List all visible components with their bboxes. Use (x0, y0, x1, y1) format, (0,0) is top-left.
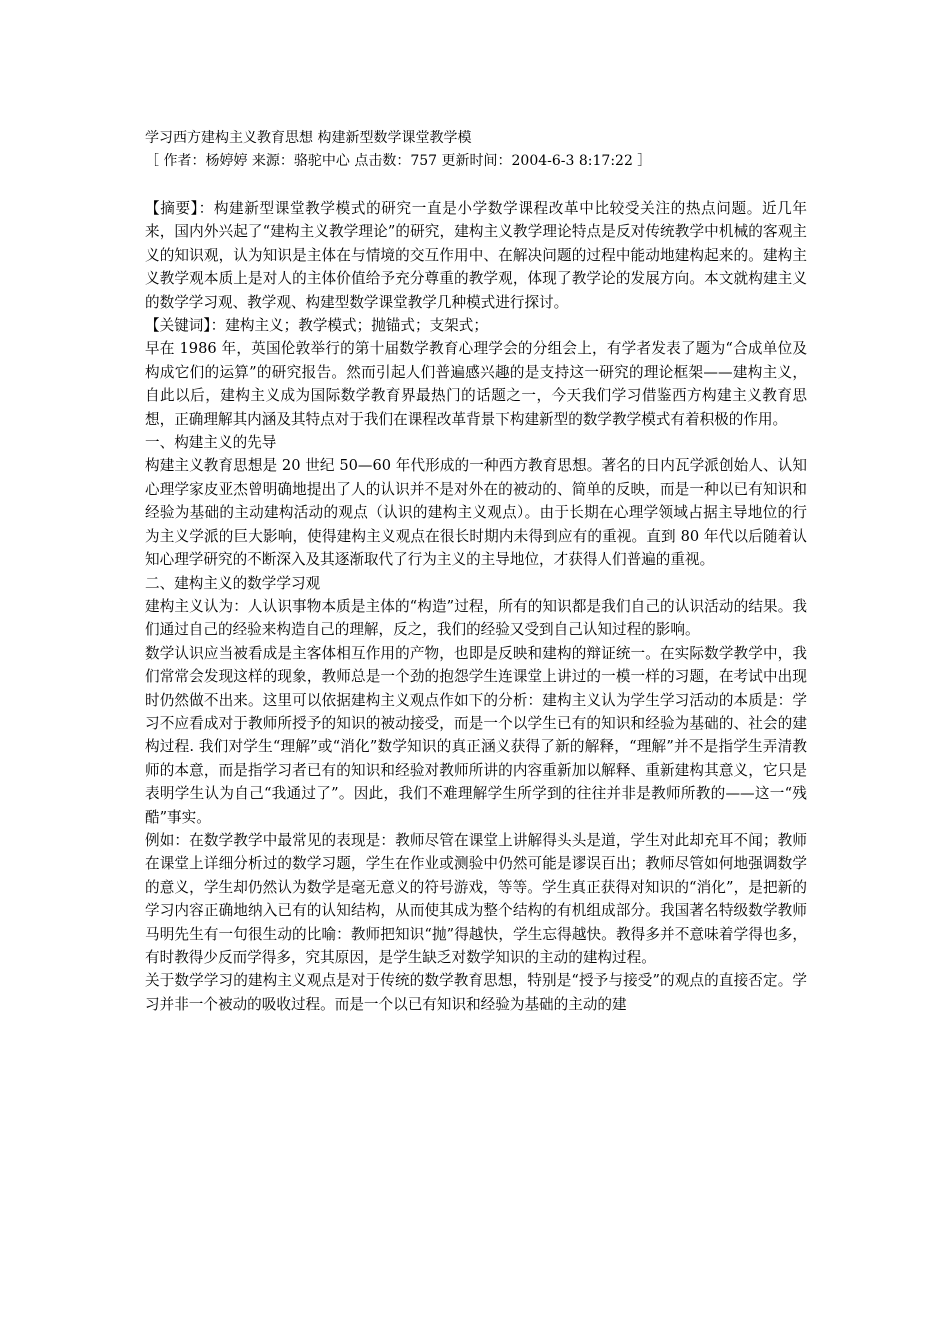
document-page (145, 127, 807, 1016)
article-meta: ［ 作者：杨婷婷 来源：骆驼中心 点击数：757 更新时间：2004-6-3 8:17:22 ］ (145, 153, 652, 169)
intro-paragraph: 早在 1986 年，英国伦敦举行的第十届数学教育心理学会的分组会上，有学者发表了题为“合成单位及构成它们的运算”的研究报告。然而引起人们普遍感兴趣的是支持这一研究的理论框架——建构主义，自此以后，建构主义成为国际数学教育界最热门的话题之一，今天我们学习借鉴西方构建主义教育思想，正确理解其内涵及其特点对于我们在课程改革背景下构建新型的数学教学模式有着积极的作用。 (145, 340, 807, 428)
section-2-paragraph-1: 建构主义认为：人认识事物本质是主体的“构造”过程，所有的知识都是我们自己的认识活动的结果。我们通过自己的经验来构造自己的理解，反之，我们的经验又受到自己认知过程的影响。 (145, 597, 807, 639)
article-title: 学习西方建构主义教育思想 构建新型数学课堂教学模 (145, 130, 472, 146)
section-2-paragraph-4: 关于数学学习的建构主义观点是对于传统的数学教育思想，特别是“授予与接受”的观点的直接否定。学习并非一个被动的吸收过程。而是一个以已有知识和经验为基础的主动的建 (145, 972, 807, 1013)
section-1-heading: 一、构建主义的先导 (145, 434, 277, 452)
section-1-paragraph: 构建主义教育思想是 20 世纪 50—60 年代形成的一种西方教育思想。著名的日内瓦学派创始人、认知心理学家皮亚杰曾明确地提出了人的认识并不是对外在的被动的、简单的反映，而是一种以已有知识和经验为基础的主动建构活动的观点（认识的建构主义观点）。由于长期在心理学领域占据主导地位的行为主义学派的巨大影响，使得建构主义观点在很长时期内未得到应有的重视。直到 80 年代以后随着认知心理学研究的不断深入及其逐渐取代了行为主义的主导地位，才获得人们普遍的重视。 (145, 457, 807, 569)
abstract-paragraph: 【摘要】：构建新型课堂教学模式的研究一直是小学数学课程改革中比较受关注的热点问题。近几年来，国内外兴起了“建构主义教学理论”的研究，建构主义教学理论特点是反对传统教学中机械的客观主义的知识观，认为知识是主体在与情境的交互作用中、在解决问题的过程中能动地建构起来的。建构主义教学观本质上是对人的主体价值给予充分尊重的教学观，体现了教学论的发展方向。本文就构建主义的数学学习观、教学观、构建型数学课堂教学几种模式进行探讨。 (145, 200, 807, 311)
spacer (145, 173, 807, 197)
keywords-paragraph: 【关键词】：建构主义；教学模式；抛锚式；支架式； (145, 317, 488, 335)
section-2-paragraph-3: 例如：在数学教学中最常见的表现是：教师尽管在课堂上讲解得头头是道，学生对此却充耳不闻；教师在课堂上详细分析过的数学习题，学生在作业或测验中仍然可能是谬误百出；教师尽管如何地强调数学的意义，学生却仍然认为数学是毫无意义的符号游戏，等等。学生真正获得对知识的“消化”，是把新的学习内容正确地纳入已有的认知结构，从而使其成为整个结构的有机组成部分。我国著名特级数学教师马明先生有一句很生动的比喻：教师把知识“抛”得越快，学生忘得越快。教得多并不意味着学得也多，有时教得少反而学得多，究其原因，是学生缺乏对数学知识的主动的建构过程。 (145, 831, 807, 966)
section-2-paragraph-2: 数学认识应当被看成是主客体相互作用的产物，也即是反映和建构的辩证统一。在实际数学教学中，我们常常会发现这样的现象，教师总是一个劲的抱怨学生连课堂上讲过的一模一样的习题，在考试中出现时仍然做不出来。这里可以依据建构主义观点作如下的分析：建构主义认为学生学习活动的本质是：学习不应看成对于教师所授予的知识的被动接受，而是一个以学生已有的知识和经验为基础的、社会的建构过程. 我们对学生“理解”或“消化”数学知识的真正涵义获得了新的解释，“理解”并不是指学生弄清教师的本意，而是指学习者已有的知识和经验对教师所讲的内容重新加以解释、重新建构其意义，它只是表明学生认为自己“我通过了”。因此，我们不难理解学生所学到的往往并非是教师所教的——这一“残酷”事实。 (145, 644, 807, 826)
section-2-heading: 二、建构主义的数学学习观 (145, 574, 321, 592)
